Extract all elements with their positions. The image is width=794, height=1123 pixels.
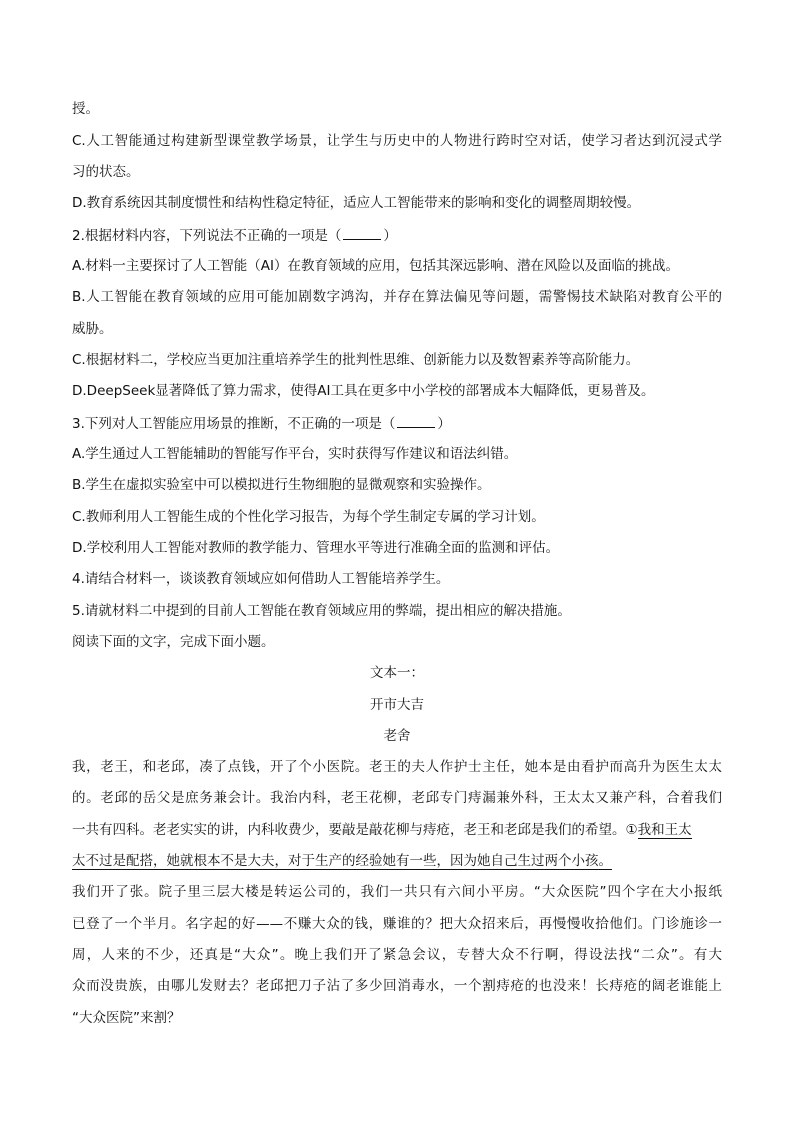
story-line: 众而没贵族，由哪儿发财去？老邱把刀子沾了多少回消毒水，一个割痔疮的也没来！长痔疮的阔老谁能上 bbox=[72, 978, 722, 994]
text-line: A.材料一主要探讨了人工智能（AI）在教育领域的应用，包括其深远影响、潜在风险以及面临的挑战。 bbox=[72, 258, 680, 274]
question-2 bbox=[72, 225, 722, 246]
text-line: A.学生通过人工智能辅助的智能写作平台，实时获得写作建议和语法纠错。 bbox=[72, 446, 518, 462]
question-3-stem: 3.下列对人工智能应用场景的推断，不正确的一项是（ bbox=[72, 416, 396, 432]
question-2-close: ） bbox=[383, 228, 397, 244]
text-line: 习的状态。 bbox=[72, 164, 140, 180]
story-line bbox=[72, 851, 722, 871]
story-author: 老舍 bbox=[383, 728, 411, 744]
text-line: D.学校利用人工智能对教师的教学能力、管理水平等进行准确全面的监测和评估。 bbox=[72, 540, 560, 556]
story-line: “大众医院”来割？ bbox=[72, 1010, 181, 1026]
text-line: 5.请就材料二中提到的目前人工智能在教育领域应用的弊端，提出相应的解决措施。 bbox=[72, 603, 571, 619]
text-line: 4.请结合材料一，谈谈教育领域应如何借助人工智能培养学生。 bbox=[72, 571, 450, 587]
text-line: B.学生在虚拟实验室中可以模拟进行生物细胞的显微观察和实验操作。 bbox=[72, 477, 491, 493]
question-3 bbox=[72, 413, 722, 434]
text-line: C.根据材料二，学校应当更加注重培养学生的批判性思维、创新能力以及数智素养等高阶能力。 bbox=[72, 352, 640, 368]
story-text: 一共有四科。老老实实的讲，内科收费少，要敲是敲花柳与痔疮，老王和老邱是我们的希望。① bbox=[72, 822, 638, 838]
underlined-sentence: 我和王太 bbox=[637, 822, 692, 838]
answer-blank[interactable] bbox=[397, 413, 435, 428]
text-line: 阅读下面的文字，完成下面小题。 bbox=[72, 634, 275, 650]
story-line: 我们开了张。院子里三层大楼是转运公司的，我们一共只有六间小平房。“大众医院”四个字在大小报纸 bbox=[72, 884, 722, 900]
text-line: C.人工智能通过构建新型课堂教学场景，让学生与历史中的人物进行跨时空对话，使学习者达到沉浸式学 bbox=[72, 133, 722, 149]
text-line: D.DeepSeek显著降低了算力需求，使得AI工具在更多中小学校的部署成本大幅降低，更易普及。 bbox=[72, 383, 655, 399]
question-2-stem: 2.根据材料内容，下列说法不正确的一项是（ bbox=[72, 228, 342, 244]
story-line: 我，老王，和老邱，凑了点钱，开了个小医院。老王的夫人作护士主任，她本是由看护而高升为医生太太 bbox=[72, 759, 722, 775]
story-line: 的。老邱的岳父是庶务兼会计。我治内科，老王花柳，老邱专门痔漏兼外科，王太太又兼产科，合着我们 bbox=[72, 790, 722, 806]
text-line: 威胁。 bbox=[72, 321, 113, 337]
story-title: 开市大吉 bbox=[370, 697, 424, 713]
story-line: 周，人来的不少，还真是“大众”。晚上我们开了紧急会议，专替大众不行啊，得设法找“二众”。有大 bbox=[72, 947, 722, 963]
story-line bbox=[72, 820, 722, 840]
text-line: 授。 bbox=[72, 101, 99, 117]
answer-blank[interactable] bbox=[343, 225, 381, 240]
question-3-close: ） bbox=[437, 416, 451, 432]
text-heading: 文本一： bbox=[370, 665, 424, 681]
underlined-sentence: 太不过是配搭，她就根本不是大夫，对于生产的经验她有一些，因为她自己生过两个小孩。 bbox=[72, 853, 612, 869]
text-line: D.教育系统因其制度惯性和结构性稳定特征，适应人工智能带来的影响和变化的调整周期较慢。 bbox=[72, 195, 641, 211]
text-line: C.教师利用人工智能生成的个性化学习报告，为每个学生制定专属的学习计划。 bbox=[72, 509, 545, 525]
story-line: 已登了一个半月。名字起的好——不赚大众的钱，赚谁的？把大众招来后，再慢慢收拾他们。门诊施诊一 bbox=[72, 916, 722, 932]
text-line: B.人工智能在教育领域的应用可能加剧数字鸿沟，并存在算法偏见等问题，需警惕技术缺陷对教育公平的 bbox=[72, 289, 722, 305]
